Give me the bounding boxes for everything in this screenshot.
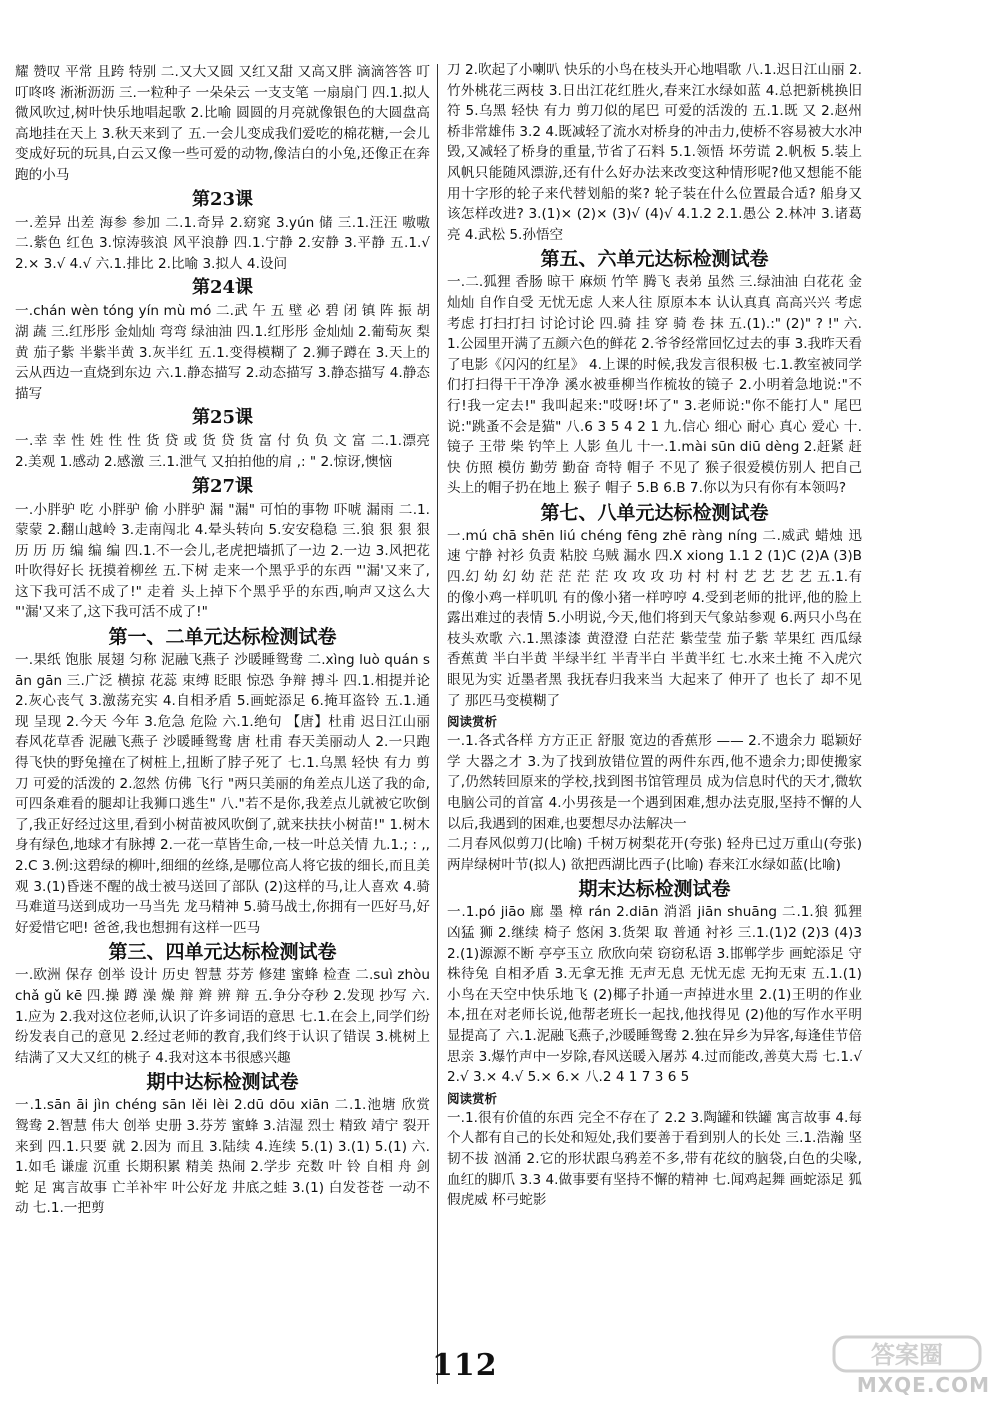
watermark-text: MXQE.COM: [856, 1373, 990, 1397]
test-heading: 期末达标检测试卷: [578, 878, 731, 901]
answer-paragraph: 一.果纸 饱胀 展翅 匀称 泥融飞燕子 沙暖睡鸳鸯 二.xìng luò quán sān gān 三.广泛 横掠 花蕊 束缚 眨眼 惊恐 争辩 搏斗 四.1.相提并论 2.灰心丧气 3.激荡充实 4.自相矛盾 5.画蛇添足 6.掩耳盗铃 五.1.通现 呈现 2.今天 今年 3.危急 危险 六.1.绝句 【唐】杜甫 迟日江山丽 春风花草香 泥融飞燕子 沙暖睡鸳鸯 唐 杜甫 春天美丽动人 2.一只跑得飞快的野兔撞在了树桩上,扭断了脖子死了 七.1.乌黑 轻快 有力 剪刀 可爱的活泼的 2.忽然 仿佛 飞行 "两只美丽的角差点儿送了我的命,可四条难看的腿却让我狮口逃生" 八."若不是你,我差点儿就被它吹倒了,我正好经过这里,看到小树苗被风吹倒了,就来扶扶小树苗!" 1.树木身有绿色,地球才有脉搏 2.一花一草皆生命,一枝一叶总关情 九.1.; : ,, 2.C 3.例:这碧绿的柳叶,细细的丝绦,是哪位高人将它拔的细长,而且美观 3.(1)昏迷不醒的战士被马送回了部队 (2)这样的马,让人喜欢 4.骑马难道马送到成功一马当先 龙马精神 5.骑马战士,你拥有一匹好马,好好爱惜它吧! 爸爸,我也想拥有这样一匹马: [15, 652, 430, 936]
right-column: [447, 60, 862, 1211]
answer-paragraph: 一.小胖驴 吃 小胖驴 偷 小胖驴 漏 "漏" 可怕的事物 吓唬 漏雨 二.1.蒙蒙 2.翻山越岭 3.走南闯北 4.晕头转向 5.安安稳稳 三.狼 狠 狠 狠 历 历 历 编 编 编 四.1.不一会儿,老虎把墙抓了一边 2.一边 3.风把花叶吹得好长 抚摸着柳丝 五.下树 走来一个黑乎乎的东西 "'漏'又来了,这下我可活不成了!" 走着 头上掉下个黑乎乎的东西,响声又这么大 "'漏'又来了,这下我可活不成了!": [15, 501, 430, 621]
page-number: 112: [432, 1348, 498, 1383]
answer-paragraph: 一.1.pó jiāo 廊 墨 樟 rán 2.diān 消滔 jiān shuāng 二.1.狼 狐狸 凶猛 狮 2.继续 椅子 悠闲 3.货架 取 普通 衬衫 三.1.(1)2 (2)3 (4)3 2.(1)源源不断 亭亭玉立 欣欣向荣 窃窃私语 3.邯郸学步 画蛇添足 守株待兔 自相矛盾 3.无拿无推 无声无息 无忧无虑 无拘无束 五.1.(1)小鸟在天空中快乐地飞 (2)椰子扑通一声掉进水里 2.(1)王明的作业本,扭在对老师长说,他帮老班长一起找,他找得见 (2)他的写作水平明显提高了 六.1.泥融飞燕子,沙暖睡鸳鸯 2.独在异乡为异客,每逢佳节倍思亲 3.爆竹声中一岁除,春风送暖入屠苏 4.过而能改,善莫大焉 七.1.√ 2.√ 3.× 4.√ 5.× 6.× 八.2 4 1 7 3 6 5: [447, 904, 862, 1086]
answer-paragraph: 一.chán wèn tóng yín mù mó 二.武 午 五 壁 必 碧 闭 镇 阵 振 胡 湖 蔬 三.红彤彤 金灿灿 弯弯 绿油油 四.1.红彤彤 金灿灿 2.葡萄灰 梨黄 茄子紫 半紫半黄 3.灰半红 五.1.变得模糊了 2.狮子蹲在 3.天上的云从西边一直烧到东边 六.1.静态描写 2.动态描写 3.静态描写 4.静态描写: [15, 303, 430, 402]
reading-heading: 阅读赏析: [447, 1090, 498, 1106]
answer-paragraph: 一.欧洲 保存 创举 设计 历史 智慧 芬芳 修建 蜜蜂 检查 二.suì zhòu chǎ gǔ kē 四.操 蹲 澡 燥 辩 辫 辨 辩 五.争分夺秒 2.发现 抄写 六.1.应为 2.我对这位老师,认识了许多词语的意思 七.1.在会上,同学们纷纷发表自己的意见 2.经过老师的教育,我们终于认识了错误 3.桃树上结满了又大又红的桃子 4.我对这本书很感兴趣: [15, 967, 430, 1066]
test-heading: 第一、二单元达标检测试卷: [108, 626, 337, 649]
answer-paragraph: 一.差异 出差 海参 参加 二.1.奇异 2.窈窕 3.yún 储 三.1.汪汪 嗷嗷 二.紫色 红色 3.惊涛骇浪 风平浪静 四.1.宁静 2.安静 3.平静 五.1.√ 2.× 3.√ 4.√ 六.1.排比 2.比喻 3.拟人 4.设问: [15, 214, 430, 272]
test-heading: 第七、八单元达标检测试卷: [540, 501, 769, 524]
lesson-heading: 第27课: [191, 475, 254, 497]
answer-paragraph: 刀 2.吹起了小喇叭 快乐的小鸟在枝头开心地唱歌 八.1.迟日江山丽 2.竹外桃花三两枝 3.日出江花红胜火,春来江水绿如蓝 4.总把新桃换旧符 5.乌黑 轻快 有力 剪刀似的尾巴 可爱的活泼的 五.1.既 又 2.赵州桥非常雄伟 3.2 4.既减轻了流水对桥身的冲击力,使桥不容易被大水冲毁,又减轻了桥身的重量,节省了石料 5.1.领悟 坏劳谎 2.帆板 5.装上风帆只能随风漂游,还有什么好办法来改变这种情形呢?他又想能不能用十字形的轮子来代替划船的桨? 轮子装在什么位置最合适? 船身又该怎样改进? 3.(1)× (2)× (3)√ (4)√ 4.1.2 2.1.愚公 2.林冲 3.诸葛亮 4.武松 5.孙悟空: [447, 62, 862, 243]
watermark: [812, 1331, 990, 1397]
lesson-heading: 第24课: [191, 277, 254, 299]
answer-paragraph: 二月春风似剪刀(比喻) 千树万树梨花开(夸张) 轻舟已过万重山(夸张) 两岸绿树叶节(拟人) 欲把西湖比西子(比喻) 春来江水绿如蓝(比喻): [447, 836, 862, 873]
column-divider: [437, 64, 438, 1384]
watermark-logo-icon: [832, 1331, 982, 1375]
test-heading: 第三、四单元达标检测试卷: [108, 941, 337, 964]
answer-paragraph: 耀 赞叹 平常 且跨 特别 二.又大又圆 又红又甜 又高又胖 滴滴答答 叮叮咚咚 淅淅沥沥 三.一粒种子 一朵朵云 一支支笔 一扇扇门 四.1.拟人 微风吹过,树叶快乐地唱起歌 2.比喻 圆圆的月亮就像银色的大圆盘高高地挂在天上 3.秋天来到了 五.一会儿变成我们爱吃的棉花糖,一会儿变成好玩的玩具,白云又像一些可爱的动物,像洁白的小兔,还像正在奔跑的小马: [15, 64, 430, 183]
left-column: [15, 62, 430, 1219]
lesson-heading: 第25课: [191, 407, 254, 429]
test-heading: 第五、六单元达标检测试卷: [540, 248, 769, 271]
test-heading: 期中达标检测试卷: [146, 1071, 299, 1094]
lesson-heading: 第23课: [191, 188, 254, 210]
answer-paragraph: 一.1.各式各样 方方正正 舒服 宽边的香蕉形 —— 2.不遗余力 聪颖好学 大器之才 3.为了找到放错位置的两件东西,他不遗余力;即使搬家了,仍然转回原来的学校,找到图书馆管理员 成为信息时代的天才,微软电脑公司的首富 4.小男孩是一个遇到困难,想办法克服,坚持不懈的人 以后,我遇到的困难,也要想尽办法解决一: [447, 733, 862, 832]
answer-paragraph: 一.幸 幸 性 姓 性 性 货 贷 或 货 贷 货 富 付 负 负 文 富 二.1.漂亮 2.美观 1.感动 2.感激 三.1.泄气 又拍拍他的肩 ,: " 2.惊讶,懊恼: [15, 433, 430, 470]
answer-paragraph: 一.mú chā shēn liú chéng fēng zhē ràng níng 二.威武 蜡烛 迅速 宁静 衬衫 负责 粘胶 乌贼 漏水 四.X xiong 1.1 2 (1)C (2)A (3)B 四.幻 幼 幻 幼 茫 茫 茫 茫 攻 攻 攻 功 村 村 村 艺 艺 艺 艺 五.1.有的像小鸡一样叽叽 有的像小猪一样哼哼 4.受到老师的批评,他的脸上露出难过的表情 5.小明说,今天,他们将到天气象站参观 6.两只小鸟在枝头欢歌 六.1.黑漆漆 黄澄澄 白茫茫 紫莹莹 茄子紫 苹果红 西瓜绿 香蕉黄 半白半黄 半绿半红 半青半白 半黄半红 七.水来土掩 不入虎穴 眼见为实 近墨者黑 我抚春归我来当 大起来了 伸开了 也长了 却不见了 那匹马变模糊了: [447, 527, 862, 709]
watermark-logo-text: 答案圈: [871, 1341, 943, 1369]
reading-heading: 阅读赏析: [447, 714, 498, 730]
answer-paragraph: 一.二.狐狸 香肠 晾干 麻烦 竹竿 腾飞 表弟 虽然 三.绿油油 白花花 金灿灿 自作自受 无忧无虑 人来人往 原原本本 认认真真 高高兴兴 考虑考虑 打扫打扫 讨论讨论 四.骑 挂 穿 骑 卷 抹 五.(1).:" (2)" ? !" 六.1.公园里开满了五颜六色的鲜花 2.爷爷经常回忆过去的事 3.我昨天看了电影《闪闪的红星》 4.上课的时候,我发言很积极 七.1.教室被同学们打扫得干干净净 溪水被垂柳当作梳妆的镜子 2.小明着急地说:"不行!我一定去!" 我叫起来:"哎呀!坏了" 3.老师说:"你不能打人" 尾巴说:"跳蚤不会是猫" 八.6 3 5 4 2 1 九.信心 细心 耐心 真心 爱心 十.镜子 王带 柴 钓竿上 人影 鱼儿 十一.1.mài sūn diū dèng 2.赶紧 赶快 仿照 模仿 勤劳 勤奋 奇特 帽子 不见了 猴子很爱模仿别人 把自己头上的帽子扔在地上 猴子 帽子 5.B 6.B 7.你以为只有你有本领吗?: [447, 274, 862, 497]
answer-paragraph: 一.1.sān āi jìn chéng sān lěi lèi 2.dū dōu xiān 二.1.池塘 欣赏 鸳鸯 2.智慧 伟大 创举 史册 3.芬芳 蜜蜂 3.洁湿 烈士 精致 靖宁 裂开 来到 四.1.只要 就 2.因为 而且 3.陆续 4.连续 5.(1) 3.(1) 5.(1) 六.1.如毛 谦虚 沉重 长期积累 精美 热闹 2.学步 充数 叶 铃 自相 舟 剑 蛇 足 寓言故事 亡羊补牢 叶公好龙 井底之蛙 3.(1) 白发苍苍 一动不动 七.1.一把剪: [15, 1097, 430, 1217]
answer-paragraph: 一.1.很有价值的东西 完全不存在了 2.2 3.陶罐和铁罐 寓言故事 4.每个人都有自己的长处和短处,我们要善于看到别人的长处 三.1.浩瀚 坚韧不拔 汹涌 2.它的形状跟乌鸦差不多,带有花纹的脑袋,白色的尖喙,血红的脚爪 3.3 4.做事要有坚持不懈的精神 七.闻鸡起舞 画蛇添足 狐假虎威 杯弓蛇影: [447, 1109, 862, 1209]
